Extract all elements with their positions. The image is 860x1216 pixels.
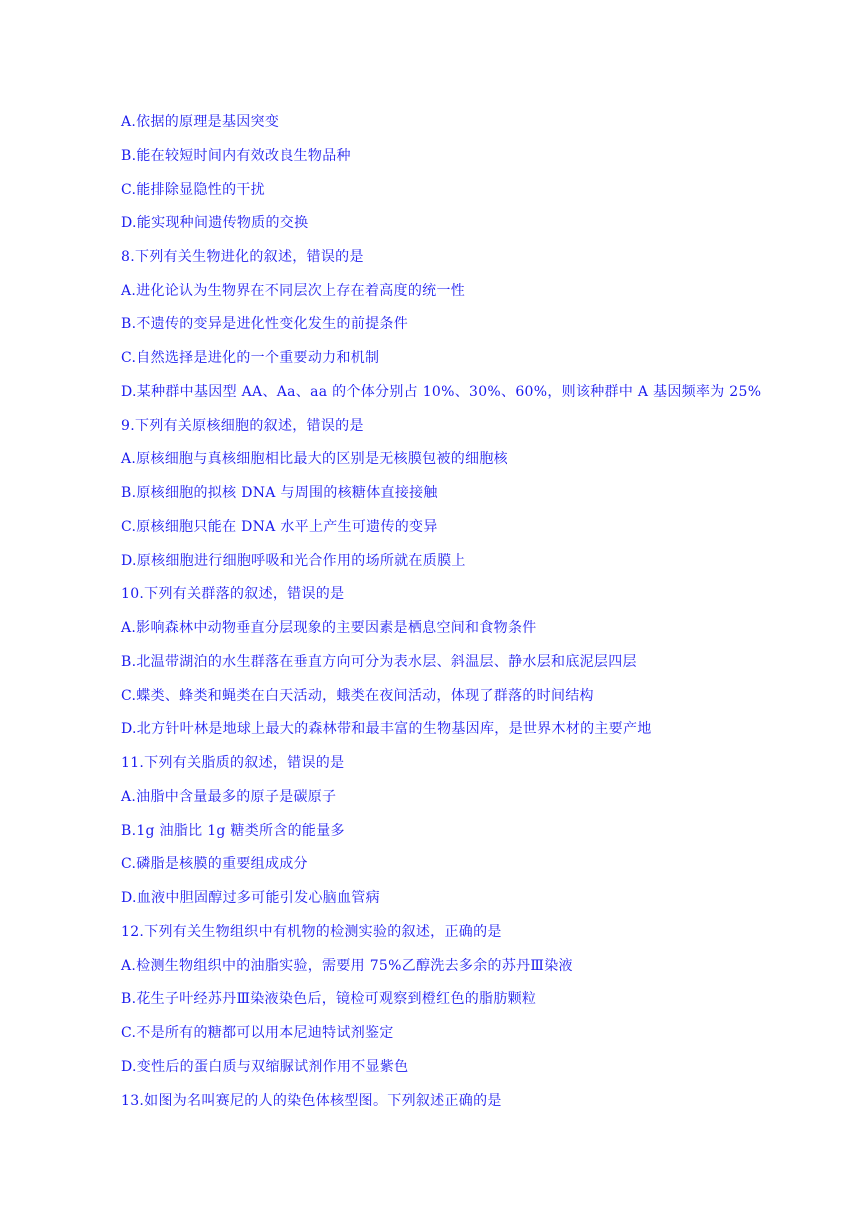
question-10: 10.下列有关群落的叙述，错误的是 — [121, 586, 345, 602]
text-line-2: B.能在较短时间内有效改良生物品种 — [121, 148, 351, 164]
question-9: 9.下列有关原核细胞的叙述，错误的是 — [121, 418, 364, 434]
text-line-7: B.不遗传的变异是进化性变化发生的前提条件 — [121, 316, 409, 332]
text-line-17: B.北温带湖泊的水生群落在垂直方向可分为表水层、斜温层、静水层和底泥层四层 — [121, 654, 637, 670]
text-line-22: B.1g 油脂比 1g 糖类所含的能量多 — [121, 823, 345, 839]
text-line-3: C.能排除显隐性的干扰 — [121, 182, 265, 198]
text-line-8: C.自然选择是进化的一个重要动力和机制 — [121, 350, 380, 366]
text-line-13: C.原核细胞只能在 DNA 水平上产生可遗传的变异 — [121, 519, 438, 535]
text-line-4: D.能实现种间遗传物质的交换 — [121, 215, 309, 231]
text-line-1: A.依据的原理是基因突变 — [121, 114, 280, 130]
text-line-24: D.血液中胆固醇过多可能引发心脑血管病 — [121, 890, 380, 906]
text-line-26: A.检测生物组织中的油脂实验，需要用 75%乙醇洗去多余的苏丹Ⅲ染液 — [121, 958, 573, 974]
text-line-21: A.油脂中含量最多的原子是碳原子 — [121, 789, 337, 805]
text-line-16: A.影响森林中动物垂直分层现象的主要因素是栖息空间和食物条件 — [121, 620, 537, 636]
text-line-9: D.某种群中基因型 AA、Aa、aa 的个体分别占 10%、30%、60%，则该种群中 A 基因频率为 25% — [121, 384, 762, 400]
text-line-14: D.原核细胞进行细胞呼吸和光合作用的场所就在质膜上 — [121, 553, 466, 569]
question-12: 12.下列有关生物组织中有机物的检测实验的叙述，正确的是 — [121, 924, 502, 940]
question-11: 11.下列有关脂质的叙述，错误的是 — [121, 755, 345, 771]
question-8: 8.下列有关生物进化的叙述，错误的是 — [121, 249, 364, 265]
text-line-23: C.磷脂是核膜的重要组成成分 — [121, 856, 308, 872]
text-line-6: A.进化论认为生物界在不同层次上存在着高度的统一性 — [121, 283, 466, 299]
text-line-29: D.变性后的蛋白质与双缩脲试剂作用不显紫色 — [121, 1059, 409, 1075]
question-13: 13.如图为名叫赛尼的人的染色体核型图。下列叙述正确的是 — [121, 1093, 502, 1109]
text-line-11: A.原核细胞与真核细胞相比最大的区别是无核膜包被的细胞核 — [121, 451, 508, 467]
text-line-12: B.原核细胞的拟核 DNA 与周围的核糖体直接接触 — [121, 485, 438, 501]
text-line-27: B.花生子叶经苏丹Ⅲ染液染色后，镜检可观察到橙红色的脂肪颗粒 — [121, 991, 537, 1007]
text-line-19: D.北方针叶林是地球上最大的森林带和最丰富的生物基因库，是世界木材的主要产地 — [121, 721, 652, 737]
text-line-18: C.蝶类、蜂类和蝇类在白天活动，蛾类在夜间活动，体现了群落的时间结构 — [121, 688, 594, 704]
text-line-28: C.不是所有的糖都可以用本尼迪特试剂鉴定 — [121, 1025, 394, 1041]
